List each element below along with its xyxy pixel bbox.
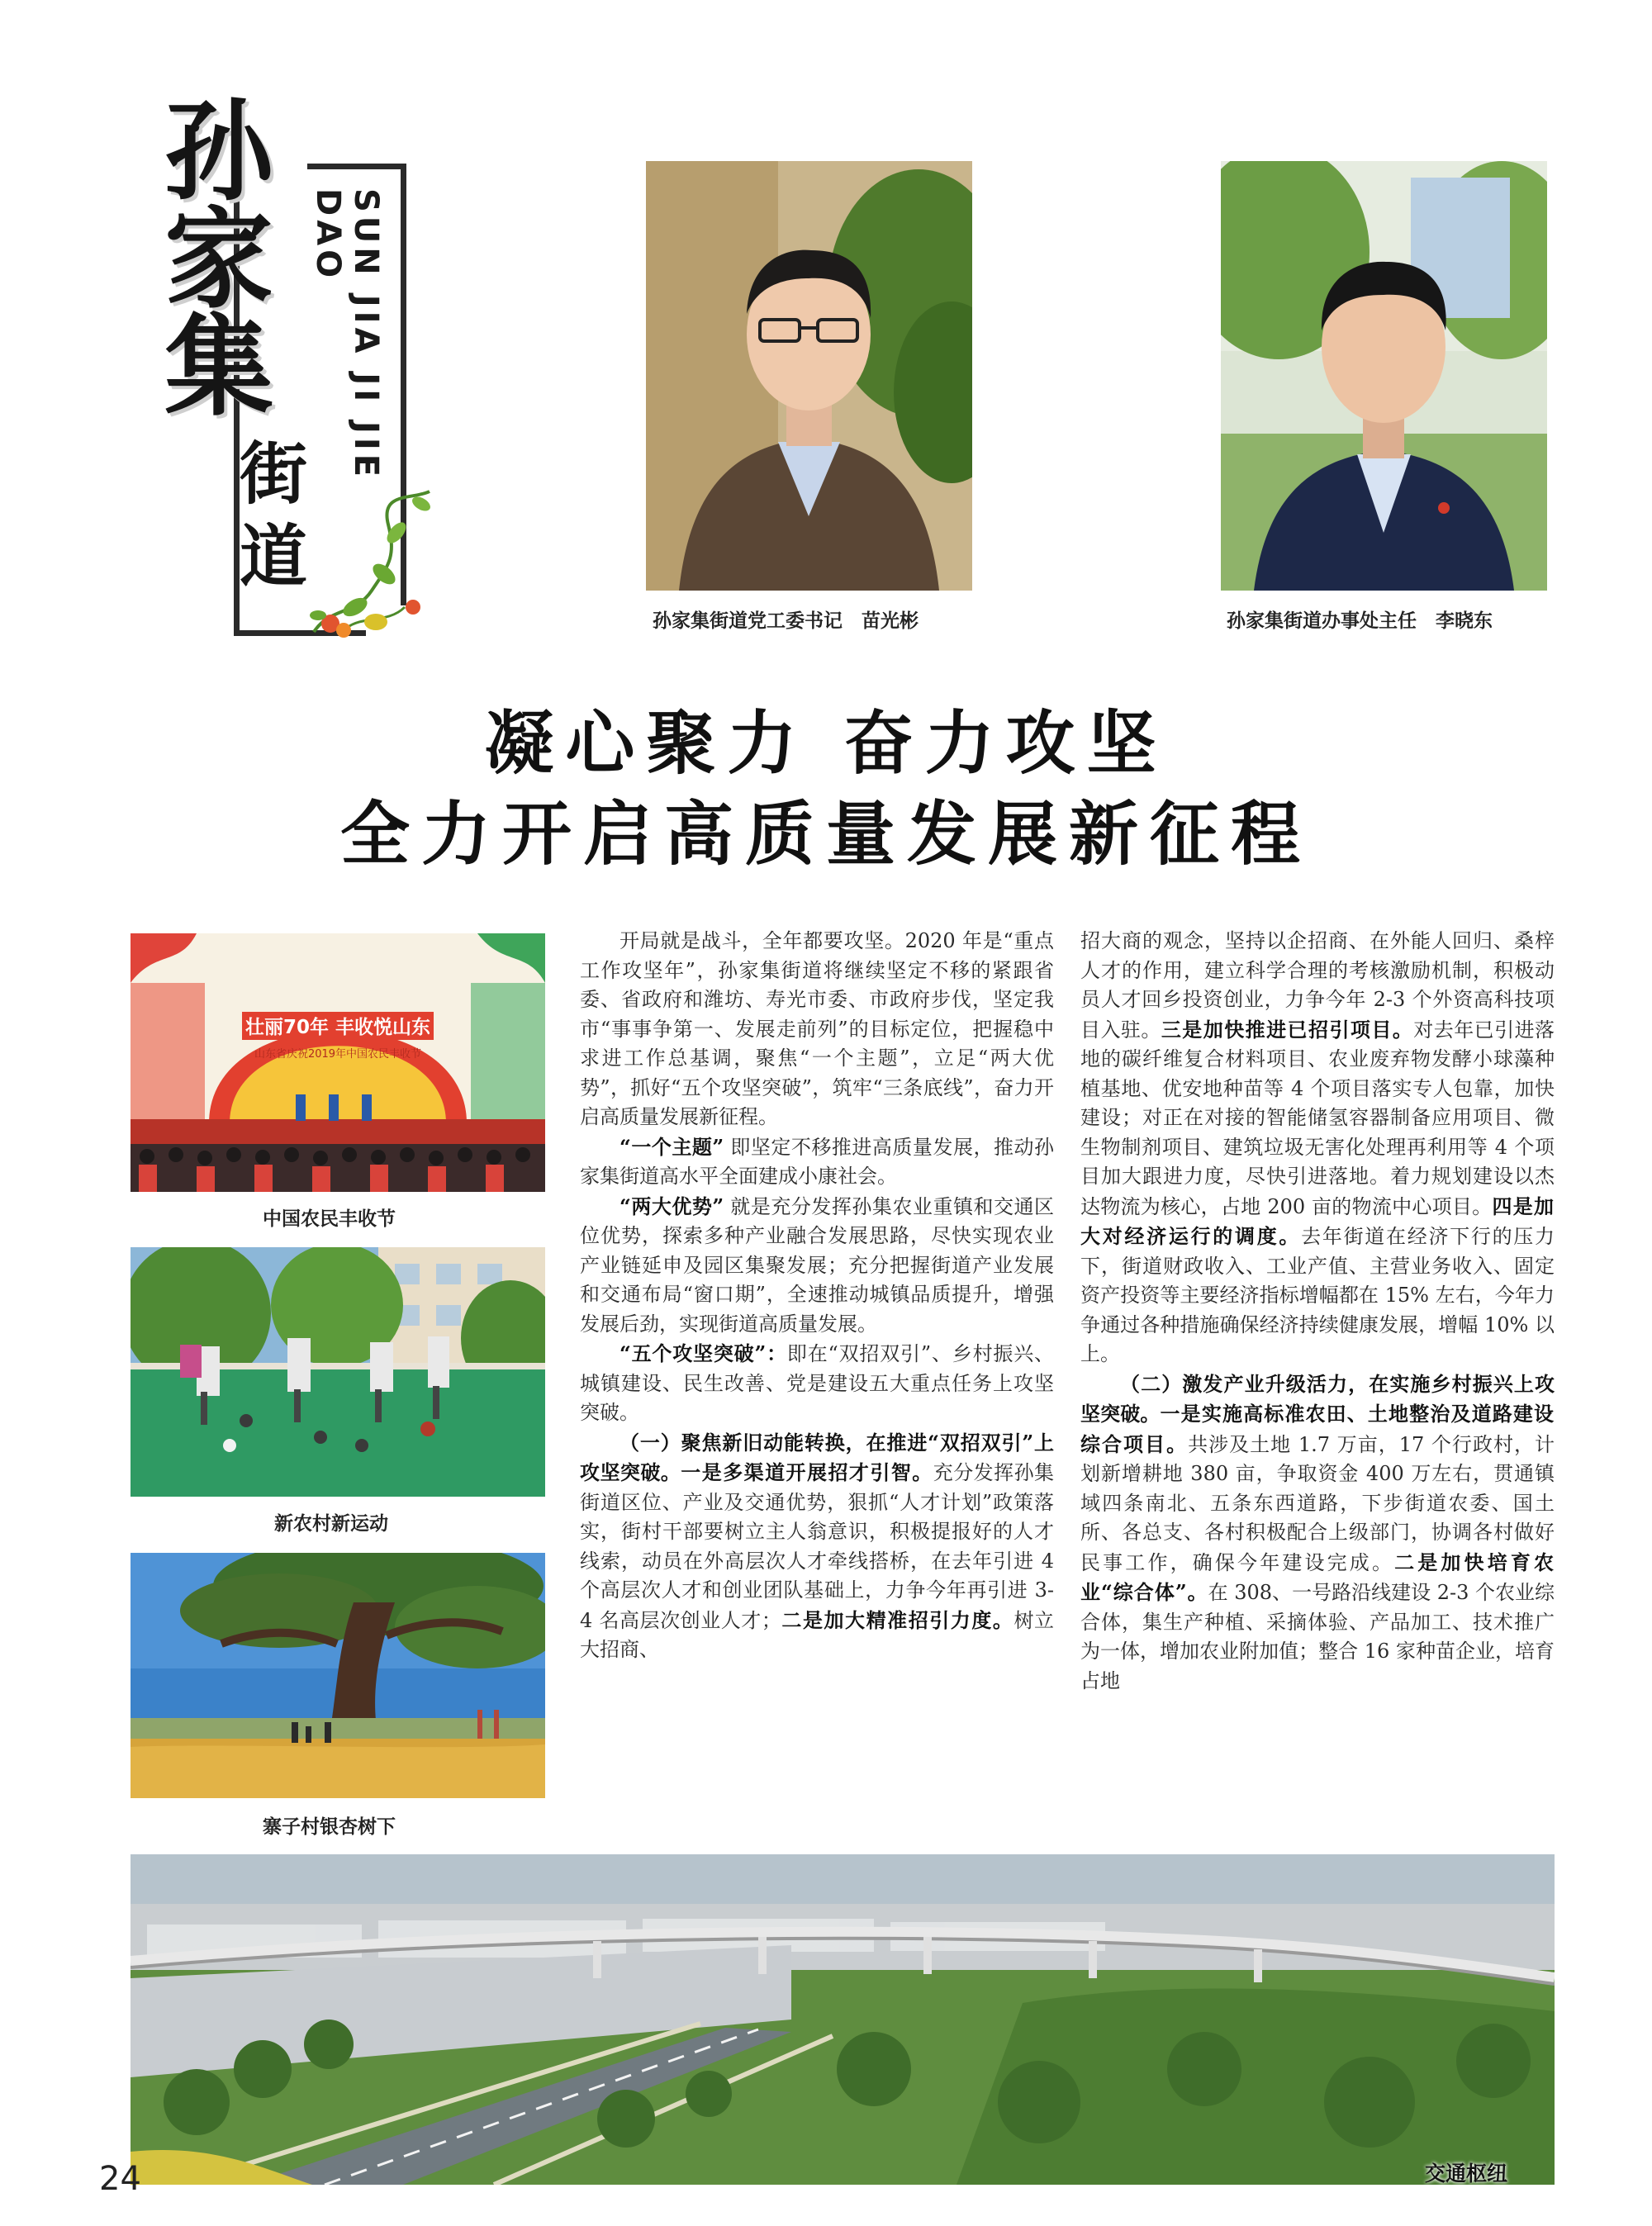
paragraph: 开局就是战斗，全年都要攻坚。2020 年是“重点工作攻坚年”，孙家集街道将继续坚定不移的紧跟省委、省政府和潍坊、寿光市委、市政府步伐，坚定我市“事事争第一、发展走前列”的目标定位，把握稳中求进工作总基调，聚焦“一个主题”，立足“两大优势”，抓好“五个攻坚突破”，筑牢“三条底线”，奋力开启高质量发展新征程。 [580,929,1054,1128]
photo-gateball [131,1247,545,1497]
photo-caption: 中国农民丰收节 [263,1208,396,1230]
paragraph-text: 共涉及土地 1.7 万亩，17 个行政村，计划新增耕地 380 亩，争取资金 400 万左右，贯通镇域四条南北、五条东西道路，下步街道农委、国土所、各总支、各村积极配合上级部门，协调各村做好民事工作，确保今年建设完成。 [1080,1432,1555,1574]
paragraph-text: 即在“双招双引”、乡村振兴、城镇建设、民生改善、党是建设五大重点任务上攻坚突破。 [580,1342,1055,1424]
banner-text: 山东省庆祝2019年中国农民丰收节 [254,1048,422,1061]
paragraph-text: 即坚定不移推进高质量发展，推动孙家集街道高水平全面建成小康社会。 [580,1135,1055,1188]
title-char: 集 [164,304,273,431]
article-column-2 [1080,927,1555,1696]
paragraph-text: 对去年已引进落地的碳纤维复合材料项目、农业废弃物发酵小球藻种植基地、优安地种苗等 4 个项目落实专人包靠，加快建设；对正在对接的智能储氢容器制备应用项目、微生物制剂项目、建筑垃圾无害化处理再利用等 4 个项目加大跟进力度，尽快引进落地。着力规划建设以杰达物流为核心，占地 200 亩的物流中心项目。 [1080,1018,1555,1218]
emphasis: 一是多渠道开展招才引智。 [681,1460,933,1484]
paragraph-text: 去年街道在经济下行的压力下，街道财政收入、工业产值、主营业务收入、固定资产投资等主要经济指标增幅都在 15% 左右，今年力争通过各种措施确保经济持续健康发展，增幅 10% 以上。 [1080,1225,1555,1365]
article-column-1 [580,927,1054,1665]
paragraph [1080,1369,1555,1697]
portrait-miao-guangbin [646,161,972,591]
paragraph-text: 树立大招商、 [580,1608,1055,1661]
district-subtitle [240,434,306,599]
frame-line [307,164,406,169]
title-char: 孙 [164,89,273,216]
emphasis: 四是加大对经济运行的调度。 [1080,1194,1555,1248]
district-title [153,89,285,431]
paragraph [580,1192,1054,1340]
photo-ginkgo-tree [131,1553,545,1798]
title-char: 家 [164,197,273,324]
portrait-caption: 孙家集街道党工委书记 苗光彬 [653,610,919,632]
page-number: 24 [99,2160,141,2198]
headline-line-2: 全力开启高质量发展新征程 [339,793,1312,875]
section-heading: “五个攻坚突破”： [620,1341,787,1365]
emphasis: 一是实施高标准农田、土地整治及道路建设综合项目。 [1080,1402,1555,1456]
section-heading: “一个主题” [620,1134,724,1159]
portrait-caption: 孙家集街道办事处主任 李晓东 [1227,610,1493,632]
emphasis: 二是加快培育农业“综合体”。 [1080,1550,1555,1604]
photo-harvest-festival [131,933,545,1192]
subtitle-char: 道 [240,518,308,596]
photo-transport-hub [131,1854,1555,2185]
subtitle-char: 街 [240,435,308,514]
vine-decoration-icon [297,483,446,640]
emphasis: 二是加大精准招引力度。 [781,1607,1014,1632]
paragraph-text: 招大商的观念，坚持以企招商、在外能人回归、桑梓人才的作用，建立科学合理的考核激励机制，积极动员人才回乡投资创业，力争今年 2-3 个外资高科技项目入驻。 [1080,929,1555,1042]
photo-caption: 新农村新运动 [274,1513,388,1535]
paragraph [580,1428,1054,1665]
pinyin-title: SUN JIA JI JIE DAO [309,188,385,482]
emphasis: 三是加快推进已招引项目。 [1161,1017,1414,1042]
paragraph-text: 就是充分发挥孙集农业重镇和交通区位优势，探索多种产业融合发展思路，尽快实现农业产业链延申及园区集聚发展；充分把握街道产业发展和交通布局“窗口期”，全速推动城镇品质提升，增强发展后劲，实现街道高质量发展。 [580,1194,1055,1336]
photo-caption: 寨子村银杏树下 [263,1816,396,1838]
headline-line-1: 凝心聚力 奋力攻坚 [484,702,1168,784]
photo-caption: 交通枢纽 [1425,2162,1508,2186]
section-heading: （一）聚焦新旧动能转换，在推进“双招双引”上攻坚突破。 [580,1430,1054,1484]
section-heading: （二）激发产业升级活力，在实施乡村振兴上攻坚突破。 [1080,1371,1555,1426]
banner-text: 壮丽70年 丰收悦山东 [244,1017,431,1038]
paragraph [580,1339,1054,1428]
paragraph-text: 在 308、一号路沿线建设 2-3 个农业综合体，集生产种植、采摘体验、产品加工、技术推广为一体，增加农业附加值；整合 16 家种苗企业，培育占地 [1080,1581,1555,1692]
paragraph [580,1132,1054,1192]
paragraph-text: 充分发挥孙集街道区位、产业及交通优势，狠抓“人才计划”政策落实，街村干部要树立主人翁意识，积极提报好的人才线索，动员在外高层次人才牵线搭桥，在去年引进 4 个高层次人才和创业团队基础上，力争今年再引进 3-4 名高层次创业人才； [580,1461,1055,1632]
section-heading: “两大优势” [620,1194,724,1218]
paragraph [1080,927,1555,1369]
portrait-li-xiaodong [1221,161,1547,591]
